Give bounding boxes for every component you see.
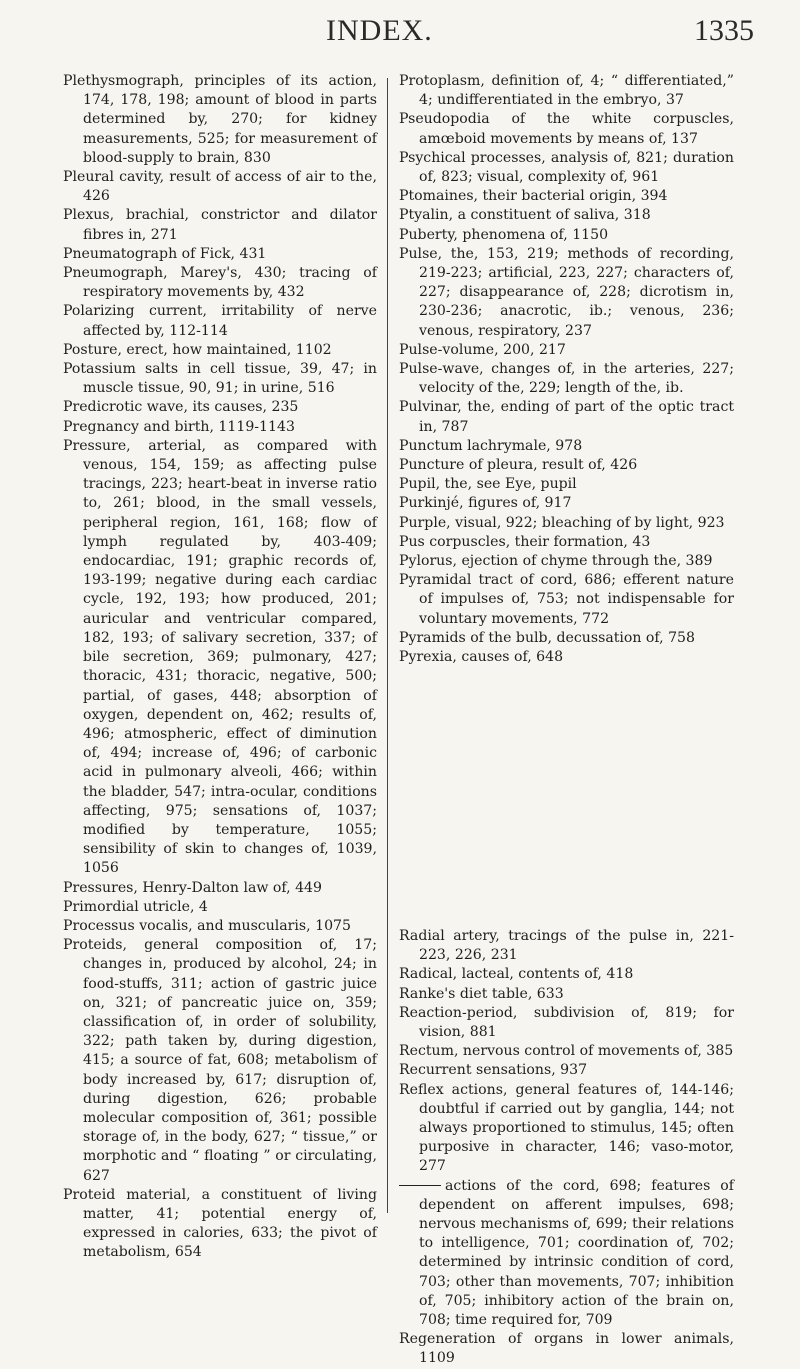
index-entry: Processus vocalis, and muscularis, 1075 xyxy=(63,917,351,934)
running-head-title: INDEX. xyxy=(326,14,433,47)
index-entry: Potassium salts in cell tissue, 39, 47; in muscle tissue, 90, 91; in urine, 516 xyxy=(63,361,377,397)
index-entry: Polarizing current, irritability of nerve affected by, 112-114 xyxy=(63,303,377,339)
index-entry: Ranke's diet table, 633 xyxy=(399,985,564,1002)
index-entry: Proteids, general composition of, 17; changes in, produced by alcohol, 24; in food-stuffs, 311; action of gastric juice on, 321; of pancreatic juice on, 359; classification of, in order of solubility, 322; path taken by, during digestion, 415; a source of fat, 608; metabolism of body increased by, 617; disruption of, during digestion, 626; probable molecular composition of, 361; possible storage of, in the body, 627; “ tissue,” or morphotic and “ floating ” or circulating, 627 xyxy=(63,937,377,1184)
index-entry: Proteid material, a constituent of living matter, 41; potential energy of, expressed in calories, 633; the pivot of metabolism, 654 xyxy=(63,1186,377,1261)
index-subentry-text: actions of the cord, 698; features of dependent on afferent impulses, 698; nervous mechanisms of, 699; their relations to intelligence, 701; coordination of, 702; determined by intrinsic condition of cord, 703; other than movements, 707; inhibition of, 705; inhibitory action of the brain on, 708; time required for, 709 xyxy=(419,1177,734,1329)
index-entry: Rectum, nervous control of movements of, 385 xyxy=(399,1043,734,1060)
page-number: 1335 xyxy=(694,14,754,47)
index-entry: Pus corpuscles, their formation, 43 xyxy=(399,533,651,550)
index-entry: Pressure, arterial, as compared with venous, 154, 159; as affecting pulse tracings, 223; heart-beat in inverse ratio to, 261; blood, in the small vessels, peripheral region, 161, 168; flow of lymph regulated by, 403-409; endocardiac, 191; graphic records of, 193-199; negative during each cardiac cycle, 192, 193; how produced, 201; auricular and ventricular compared, 182, 193; of salivary secretion, 337; of bile secretion, 369; pulmonary, 427; thoracic, 431; thoracic, negative, 500; partial, of gases, 448; absorption of oxygen, dependent on, 462; results of, 496; atmospheric, effect of diminution of, 494; increase of, 496; of carbonic acid in pulmonary alveoli, 466; within the bladder, 547; intra-ocular, conditions affecting, 975; sensations of, 1037; modified by temperature, 1055; sensibility of skin to changes of, 1039, 1056 xyxy=(63,437,377,877)
running-head xyxy=(0,14,800,48)
index-entry: Punctum lachrymale, 978 xyxy=(399,437,583,454)
index-entry: Pneumatograph of Fick, 431 xyxy=(63,245,267,262)
index-entry: Purple, visual, 922; bleaching of by light, 923 xyxy=(399,514,725,531)
index-entry: Pseudopodia of the white corpuscles, amœboid movements by means of, 137 xyxy=(399,111,734,147)
index-entry: Pulvinar, the, ending of part of the optic tract in, 787 xyxy=(399,399,734,435)
index-entry: Regeneration of organs in lower animals, 1109 xyxy=(399,1331,734,1367)
index-entry: Plexus, brachial, constrictor and dilator fibres in, 271 xyxy=(63,207,377,243)
index-entry: Pleural cavity, result of access of air to the, 426 xyxy=(63,169,377,205)
index-entry: Pyrexia, causes of, 648 xyxy=(399,649,564,666)
index-entry: Ptomaines, their bacterial origin, 394 xyxy=(399,188,668,205)
index-subentry xyxy=(399,1177,734,1331)
ditto-dash xyxy=(399,1185,441,1186)
index-entry: Reaction-period, subdivision of, 819; for vision, 881 xyxy=(399,1004,734,1041)
index-entry: Plethysmograph, principles of its action, 174, 178, 198; amount of blood in parts determined by, 270; for kidney measurements, 525; for measurement of blood-supply to brain, 830 xyxy=(63,73,377,166)
index-entry: Pyramids of the bulb, decussation of, 758 xyxy=(399,629,695,646)
index-entry: Pulse-volume, 200, 217 xyxy=(399,341,566,358)
index-entry: Pressures, Henry-Dalton law of, 449 xyxy=(63,879,322,896)
index-entry: Psychical processes, analysis of, 821; duration of, 823; visual, complexity of, 961 xyxy=(399,149,734,186)
index-entry: Ptyalin, a constituent of saliva, 318 xyxy=(399,207,651,224)
index-entry: Recurrent sensations, 937 xyxy=(399,1062,588,1079)
index-entry: Purkinjé, figures of, 917 xyxy=(399,495,572,512)
index-entry: Pulse-wave, changes of, in the arteries, 227; velocity of the, 229; length of the, ib. xyxy=(399,361,734,397)
index-entry: Pylorus, ejection of chyme through the, 389 xyxy=(399,553,713,570)
index-entry: Puncture of pleura, result of, 426 xyxy=(399,457,638,474)
index-entry: Pneumograph, Marey's, 430; tracing of respiratory movements by, 432 xyxy=(63,265,377,301)
index-entry: Pulse, the, 153, 219; methods of recording, 219-223; artificial, 223, 227; characters of, 227; disappearance of, 228; dicrotism in, 230-236; anacrotic, ib.; venous, 236; venous, respiratory, 237 xyxy=(399,245,734,339)
index-entry: Radial artery, tracings of the pulse in, 221-223, 226, 231 xyxy=(399,928,734,964)
index-entry: Pupil, the, see Eye, pupil xyxy=(399,476,577,493)
index-entry: Protoplasm, definition of, 4; “ differentiated,” 4; undifferentiated in the embryo, 37 xyxy=(399,73,734,109)
index-entry: Pyramidal tract of cord, 686; efferent nature of impulses of, 753; not indispensable for voluntary movements, 772 xyxy=(399,572,734,627)
index-entry: Primordial utricle, 4 xyxy=(63,898,208,915)
index-entry: Predicrotic wave, its causes, 235 xyxy=(63,399,299,416)
right-column-section-p xyxy=(399,72,734,667)
index-entry: Radical, lacteal, contents of, 418 xyxy=(399,966,634,983)
left-column xyxy=(63,72,377,1263)
right-column-section-r xyxy=(399,927,734,1369)
index-entry: Pregnancy and birth, 1119-1143 xyxy=(63,418,295,435)
column-divider xyxy=(387,78,388,1213)
index-entry: Puberty, phenomena of, 1150 xyxy=(399,226,609,243)
index-entry: Posture, erect, how maintained, 1102 xyxy=(63,341,332,358)
index-entry: Reflex actions, general features of, 144-146; doubtful if carried out by ganglia, 144; not always proportioned to stimulus, 145; often purposive in character, 146; vaso-motor, 277 xyxy=(399,1081,734,1175)
